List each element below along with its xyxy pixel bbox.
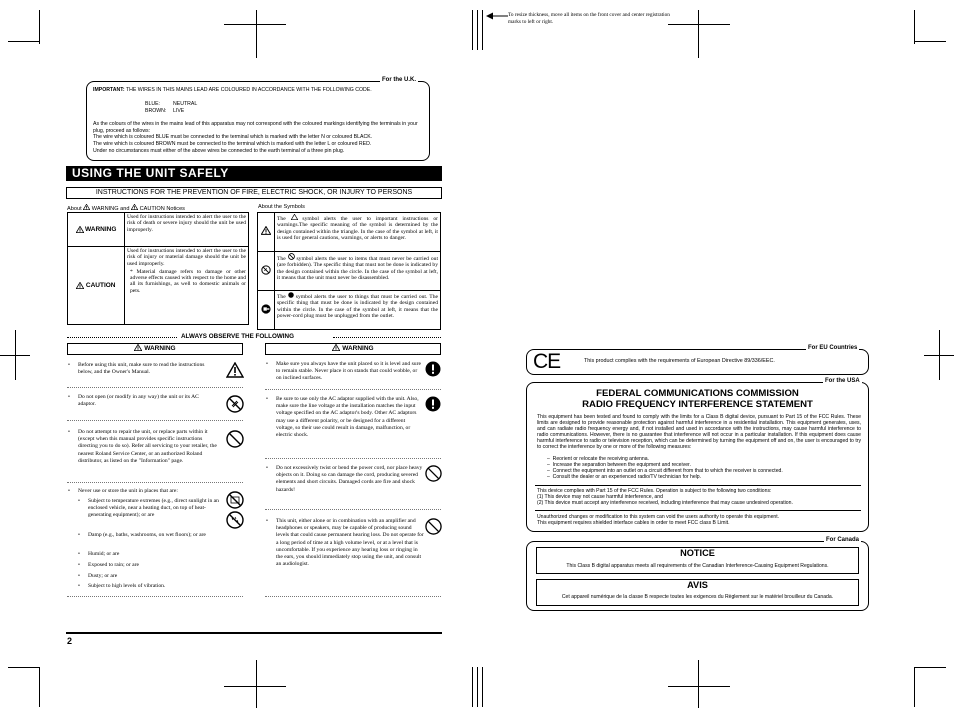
safety-subtitle: INSTRUCTIONS FOR THE PREVENTION OF FIRE, ELECTRIC SHOCK, OR INJURY TO PERSONS — [66, 187, 442, 199]
caution-label: CAUTION — [85, 281, 116, 289]
left-warning-header: WARNING — [67, 343, 243, 355]
divider — [67, 596, 243, 597]
caution-triangle-icon — [261, 226, 271, 235]
divider — [265, 509, 441, 510]
fcc-part15: This device complies with Part 15 of the FCC Rules. Operation is subject to the following two conditions: (1) This device may not cause harmful interference, and (2) This device must accept any interference received, including interference that may cause undesired operation. — [537, 488, 793, 507]
canada-tag: For Canada — [826, 537, 860, 543]
list-item: • Make sure you always have the unit placed so it is level and sure to remain stable. Never place it on stands that could wobble, or on inclined surfaces. — [266, 361, 421, 382]
warning-triangle-icon — [332, 344, 340, 351]
arrow-left-icon — [486, 12, 508, 20]
symbol-row-caution — [258, 213, 441, 252]
sub-list-item: • Subject to temperature extremes (e.g., direct sunlight in an enclosed vehicle, near a heating duct, on top of heat-generating equipment); or are — [78, 498, 219, 519]
symbol-mandatory-description: The symbol alerts the user to things that must be carried out. The specific thing that must be done is indicated by the design contained within the circle. In the case of the symbol at left, it means that the power-cord plug must be unplugged from the outlet. — [275, 291, 441, 330]
mandatory-icon — [425, 396, 441, 412]
caution-row — [68, 247, 249, 325]
uk-tag: For the U.K. — [382, 77, 416, 83]
prohibited-icon — [288, 253, 295, 260]
page-number: 2 — [67, 636, 73, 646]
notices-table — [67, 212, 249, 325]
symbol-forbidden-description: The symbol alerts the user to items that must never be carried out (are forbidden). The specific thing that must not be done is indicated by the design contained within the circle. In the case of the symbol at left, it means that the unit must never be disassembled. — [275, 252, 441, 291]
uk-brown-value: LIVE — [173, 108, 185, 114]
sub-list-item: • Damp (e.g., baths, washrooms, on wet floors); or are — [78, 532, 206, 538]
divider — [265, 389, 441, 390]
list-item: • This unit, either alone or in combination with an amplifier and headphones or speakers, may be capable of producing sound levels that could cause permanent hearing loss. Do not operate for a long period of time at a high volume level, or at a level that is uncomfortable. If you experience any hearing loss or ringing in the ears, you should immediately stop using the unit, and consult an audiologist. — [266, 518, 424, 568]
uk-important — [93, 87, 423, 94]
always-divider-left — [67, 337, 177, 338]
sub-list-item: • Exposed to rain; or are — [78, 562, 139, 568]
warning-triangle-icon — [83, 204, 90, 210]
fcc-divider-1 — [535, 485, 861, 486]
unplug-icon — [261, 304, 271, 314]
no-disassembly-icon — [226, 395, 244, 413]
right-warning-header: WARNING — [265, 343, 441, 355]
no-disassembly-icon — [261, 265, 271, 275]
warning-triangle-icon — [76, 226, 84, 233]
fcc-divider-2 — [535, 510, 861, 511]
symbol-caution-description: The symbol alerts the user to important instructions or warnings.The specific meaning of the symbol is determined by the design contained within the triangle. In the case of the symbol at left, it is used for general cautions, warnings, or alerts to danger. — [275, 213, 441, 252]
prohibited-icon — [226, 430, 244, 448]
divider — [67, 482, 243, 483]
fcc-paragraph: This equipment has been tested and found to comply with the limits for a Class B digital device, pursuant to Part 15 of the FCC Rules. These limits are designed to provide reasonable protection against harmful interference in a residential installation. This equipment generates, uses, and can radiate radio frequency energy and, if not installed and used in accordance with the instructions, may cause harmful interference to radio communications. However, there is no guarantee that interference will not occur in a particular installation. If this equipment does cause harmful interference to radio or television reception, which can be determined by turning the equipment off and on, the user is encouraged to try to correct the interference by one or more of the following measures: — [537, 414, 861, 451]
caution-description: Used for instructions intended to alert the user to the risk of injury or material damage should the unit be used improperly. * Material damage refers to damage or other adverse effects caused with respect to the home and all its furnishings, as well to domestic animals or pets. — [125, 247, 249, 325]
footer-rule — [66, 632, 442, 634]
caution-triangle-icon — [226, 362, 244, 378]
divider — [67, 387, 243, 388]
eu-tag: For EU Countries — [808, 345, 858, 351]
notice-text: This Class B digital apparatus meets all requirements of the Canadian Interference-Causing Equipment Regulations. — [566, 563, 829, 569]
divider — [265, 458, 441, 459]
list-item: • Do not excessively twist or bend the power cord, nor place heavy objects on it. Doing so can damage the cord, producing severed elements and short circuits. Damaged cords are fire and shock hazards! — [266, 465, 423, 493]
list-item: – Increase the separation between the equipment and receiver. — [547, 462, 691, 469]
uk-important-text: THE WIRES IN THIS MAINS LEAD ARE COLOURED IN ACCORDANCE WITH THE FOLLOWING CODE. — [125, 87, 372, 93]
list-item: – Consult the dealer or an experienced radio/TV technician for help. — [547, 474, 702, 481]
list-item: • Never use or store the unit in places that are: — [68, 488, 178, 494]
list-item: – Connect the equipment into an outlet on a circuit different from that to which the receiver is connected. — [547, 468, 783, 475]
sub-list-item: • Subject to high levels of vibration. — [78, 583, 166, 589]
page-title: USING THE UNIT SAFELY — [66, 166, 442, 181]
fcc-unauthorized: Unauthorized changes or modification to this system can void the users authority to operate this equipment. This equipment requires shielded interface cables in order to meet FCC class B Limit. — [537, 514, 780, 527]
warning-triangle-icon — [134, 344, 142, 351]
warning-description: Used for instructions intended to alert the user to the risk of death or severe injury should the unit be used improperly. — [125, 213, 249, 247]
warning-triangle-icon — [76, 282, 84, 289]
resize-note: To resize thickness, move all items on the front cover and center registration marks to left or right. — [508, 12, 670, 25]
uk-para4: Under no circumstances must either of the above wires be connected to the earth terminal of a three pin plug. — [93, 148, 345, 154]
always-observe-heading: ALWAYS OBSERVE THE FOLLOWING — [181, 333, 295, 340]
sub-list-item: • Humid; or are — [78, 551, 120, 557]
no-heat-icon — [226, 491, 244, 509]
about-notices-heading: About WARNING and CAUTION Notices — [67, 206, 185, 212]
uk-blue-label: BLUE: — [145, 101, 160, 107]
list-item: • Do not attempt to repair the unit, or replace parts within it (except when this manual provides specific instructions directing you to do so). Refer all servicing to your retailer, the nearest Roland Service Center, or an authorized Roland distributor, as listed on the "Information" page. — [68, 429, 217, 464]
mandatory-dot-icon — [288, 292, 294, 298]
caution-label-cell — [68, 247, 125, 325]
warning-label: WARNING — [84, 225, 117, 233]
fcc-title-1: FEDERAL COMMUNICATIONS COMMISSION — [596, 388, 799, 399]
divider — [67, 420, 243, 421]
warning-label-cell — [68, 213, 125, 247]
notice-title: NOTICE — [680, 548, 715, 558]
uk-para1: As the colours of the wires in the mains lead of this apparatus may not correspond with the coloured markings identifying the terminals in your plug, proceed as follows: — [93, 121, 418, 134]
uk-blue-value: NEUTRAL — [173, 101, 198, 107]
list-item: • Do not open (or modify in any way) the unit or its AC adaptor. — [68, 394, 199, 408]
prohibited-icon — [425, 518, 442, 535]
no-water-icon — [226, 511, 244, 529]
warning-row — [68, 213, 249, 247]
divider — [265, 596, 441, 597]
ce-mark: CE — [533, 350, 561, 373]
avis-text: Cet appareil numérique de la classe B respecte toutes les exigences du Règlement sur le matériel brouilleur du Canada. — [561, 594, 834, 600]
sub-list-item: • Dusty; or are — [78, 573, 118, 579]
about-symbols-heading: About the Symbols — [258, 204, 305, 210]
warning-triangle-icon — [131, 204, 138, 210]
uk-brown-label: BROWN: — [145, 108, 167, 114]
list-item: • Be sure to use only the AC adaptor supplied with the unit. Also, make sure the line voltage at the installation matches the input voltage specified on the AC adaptor's body. Other AC adaptors may use a different polarity, or be designed for a different voltage, so their use could result in damage, malfunction, or electric shock. — [266, 396, 419, 439]
avis-title: AVIS — [687, 580, 708, 590]
list-item: • Before using this unit, make sure to read the instructions below, and the Owner's Manual. — [68, 362, 205, 376]
uk-para3: The wire which is coloured BROWN must be connected to the terminal which is marked with the letter L or coloured RED. — [93, 141, 372, 147]
fcc-measures — [547, 456, 857, 480]
usa-tag: For the USA — [825, 378, 860, 384]
always-divider-right — [333, 337, 441, 338]
prohibited-icon — [425, 465, 442, 482]
uk-para2: The wire which is coloured BLUE must be connected to the terminal which is marked with the letter N or coloured BLACK. — [93, 134, 373, 140]
symbols-table — [257, 212, 441, 330]
eu-text: This product complies with the requirements of European Directive 89/336/EEC. — [584, 358, 775, 364]
symbol-row-forbidden — [258, 252, 441, 291]
fcc-title-2: RADIO FREQUENCY INTERFERENCE STATEMENT — [582, 399, 813, 410]
symbol-row-mandatory — [258, 291, 441, 330]
warning-triangle-icon — [291, 214, 298, 220]
mandatory-icon — [425, 361, 441, 377]
list-item: – Reorient or relocate the receiving antenna. — [547, 456, 649, 462]
uk-important-label: IMPORTANT: — [93, 87, 125, 93]
